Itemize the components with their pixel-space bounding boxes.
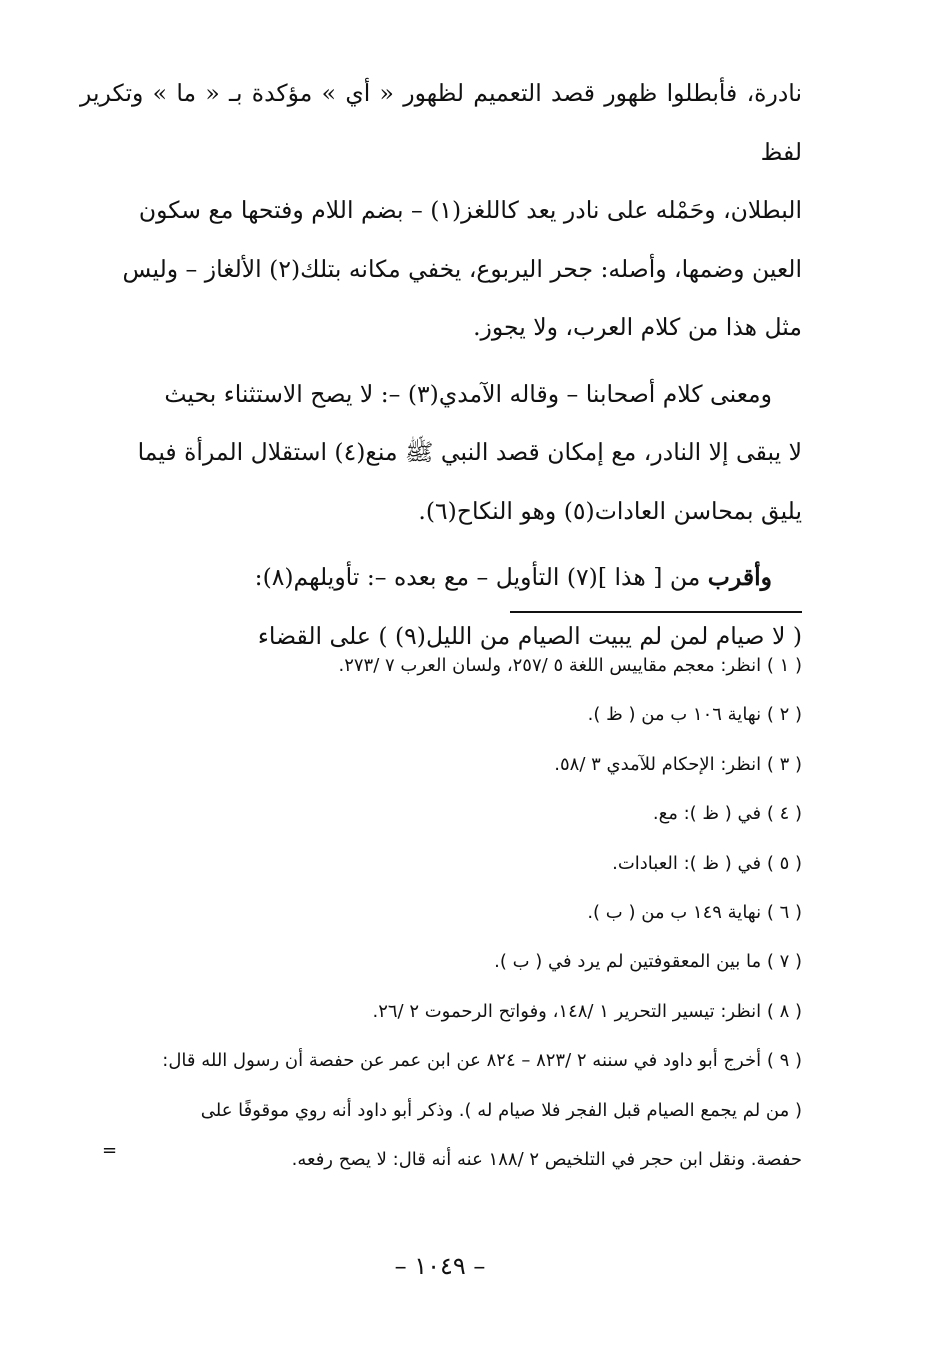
bold-lead-word: وأقرب [707, 563, 772, 591]
main-text-line [80, 365, 802, 424]
main-text-line: ( لا صيام لمن لم يبيت الصيام من الليل(٩) ) على القضاء [257, 621, 802, 650]
continuation-mark: = [102, 1140, 118, 1161]
page-number: – ١٠٤٩ – [394, 1252, 486, 1280]
footnote-separator [510, 611, 802, 613]
footnote-continuation-line: ( من لم يجمع الصيام قبل الفجر فلا صيام له ). وذكر أبو داود أنه روي موقوفًا على [200, 1099, 802, 1121]
footnote: ( ٣ ) انظر: الإحكام للآمدي ٣ /٥٨. [554, 753, 802, 775]
footnote: ( ٦ ) نهاية ١٤٩ ب من ( ب ). [587, 902, 802, 924]
footnote: ( ٩ ) أخرج أبو داود في سننه ٢ /٨٢٣ – ٨٢٤ عن ابن عمر عن حفصة أن رسول الله قال: [162, 1050, 802, 1072]
main-text-line [80, 548, 802, 607]
main-text-line: البطلان، وحَمْله على نادر يعد كاللغز(١) – بضم اللام وفتحها مع سكون [138, 196, 802, 224]
footnote: ( ١ ) انظر: معجم مقاييس اللغة ٥ /٢٥٧، ولسان العرب ٧ /٢٧٣. [338, 655, 802, 676]
footnote: ( ٤ ) في ( ظ ): مع. [652, 803, 802, 825]
main-text-line: العين وضمها، وأصله: جحر اليربوع، يخفي مكانه بتلك(٢) الألغاز – وليس [122, 254, 802, 283]
footnote: ( ٨ ) انظر: تيسير التحرير ١ /١٤٨، وفواتح الرحموت ٢ /٢٦. [372, 1000, 802, 1022]
main-text-block [80, 64, 802, 665]
main-text-line: مثل هذا من كلام العرب، ولا يجوز. [473, 313, 802, 341]
footnotes-block [84, 641, 802, 1184]
footnote: ( ٥ ) في ( ظ ): العبادات. [612, 852, 802, 874]
footnote: ( ٢ ) نهاية ١٠٦ ب من ( ظ ). [587, 704, 802, 726]
footnote-continuation-line: حفصة. ونقل ابن حجر في التلخيص ٢ /١٨٨ عنه أنه قال: لا يصح رفعه. [291, 1149, 802, 1171]
main-text-span: من [ هذا ](٧) التأويل – مع بعده –: تأويلهم(٨): [254, 563, 708, 591]
main-text-line: نادرة، فأبطلوا ظهور قصد التعميم لظهور « أي » مؤكدة بـ « ما » وتكرير لفظ [80, 79, 802, 166]
main-text-line: يليق بمحاسن العادات(٥) وهو النكاح(٦). [418, 496, 802, 525]
main-text-span: ومعنى كلام أصحابنا – وقاله الآمدي(٣) –: لا يصح الاستثناء بحيث [164, 379, 772, 408]
footnote: ( ٧ ) ما بين المعقوفتين لم يرد في ( ب ). [494, 951, 802, 973]
main-text-line: لا يبقى إلا النادر، مع إمكان قصد النبي ﷺ منع(٤) استقلال المرأة فيما [137, 438, 802, 466]
